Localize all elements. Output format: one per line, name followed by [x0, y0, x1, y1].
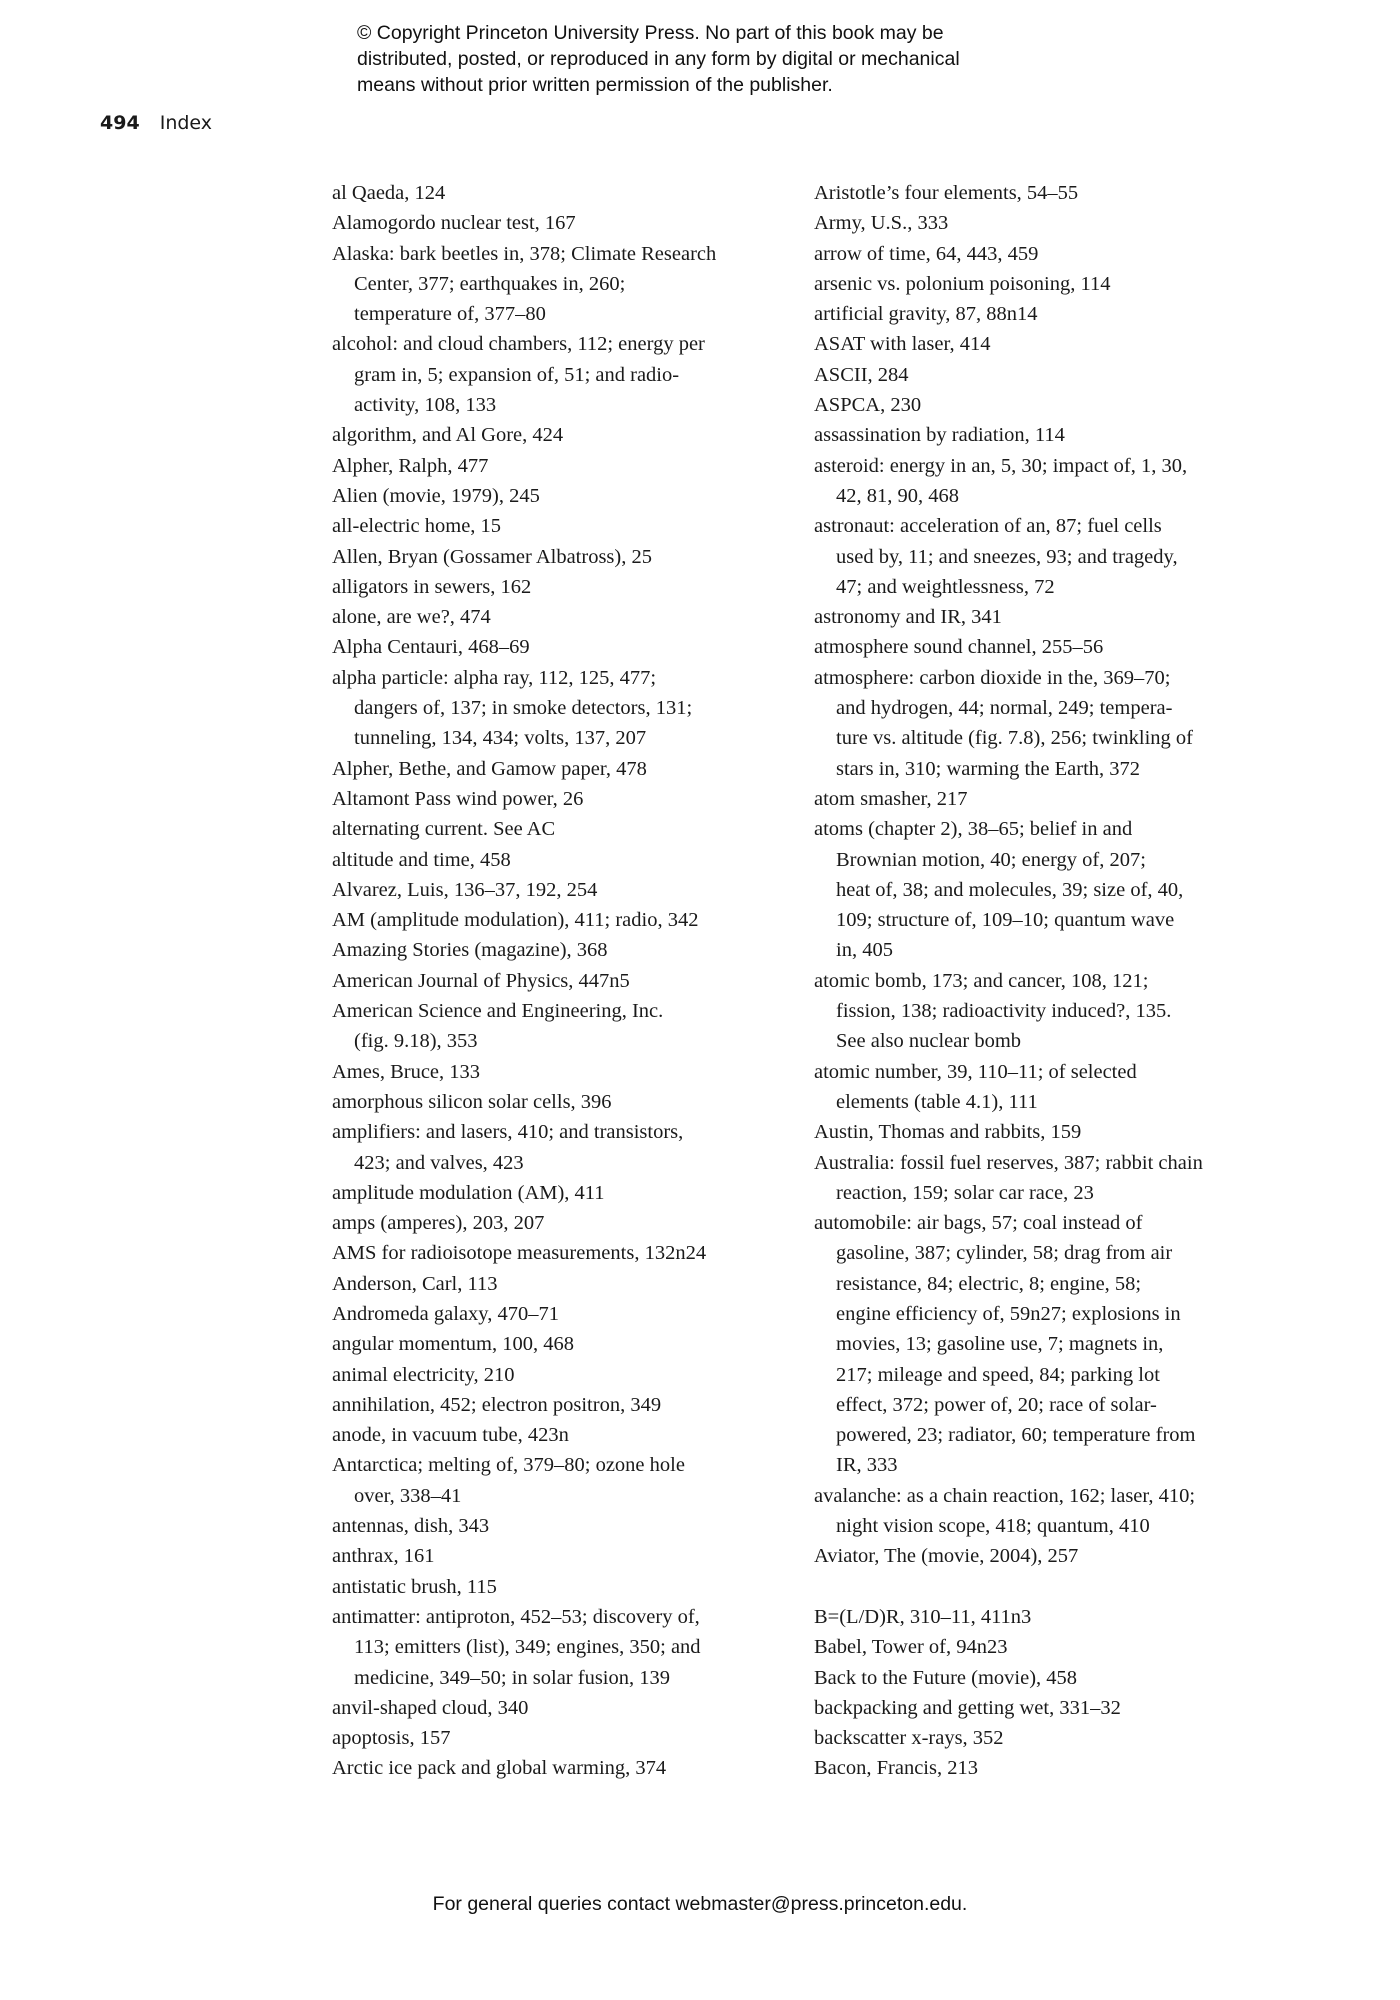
index-line: Amazing Stories (magazine), 368	[332, 939, 608, 962]
copyright-line: means without prior written permission of the publisher.	[357, 74, 833, 96]
index-line: ASCII, 284	[814, 363, 909, 386]
index-line: Anderson, Carl, 113	[332, 1272, 498, 1295]
index-line: used by, 11; and sneezes, 93; and tragedy,	[836, 545, 1178, 568]
index-line: astronomy and IR, 341	[814, 606, 1002, 629]
index-line: antennas, dish, 343	[332, 1515, 490, 1538]
index-line: anvil-shaped cloud, 340	[332, 1696, 529, 1719]
index-line: night vision scope, 418; quantum, 410	[836, 1515, 1150, 1538]
index-line: atmosphere: carbon dioxide in the, 369–70;	[814, 666, 1171, 689]
index-line: dangers of, 137; in smoke detectors, 131;	[354, 697, 693, 720]
index-line: Ames, Bruce, 133	[332, 1060, 481, 1083]
index-line: atmosphere sound channel, 255–56	[814, 636, 1104, 659]
index-line: antimatter: antiproton, 452–53; discovery of,	[332, 1605, 700, 1628]
index-line: heat of, 38; and molecules, 39; size of, 40,	[836, 878, 1184, 901]
index-line: annihilation, 452; electron positron, 349	[332, 1393, 662, 1416]
index-line: amplitude modulation (AM), 411	[332, 1181, 605, 1204]
index-line: gasoline, 387; cylinder, 58; drag from air	[836, 1242, 1173, 1265]
index-line: Aviator, The (movie, 2004), 257	[814, 1545, 1079, 1568]
index-line: Back to the Future (movie), 458	[814, 1666, 1078, 1689]
index-line: Austin, Thomas and rabbits, 159	[814, 1121, 1082, 1144]
index-line: amps (amperes), 203, 207	[332, 1212, 545, 1235]
index-line: 42, 81, 90, 468	[836, 484, 959, 507]
index-line: Brownian motion, 40; energy of, 207;	[836, 848, 1146, 871]
index-line: ASPCA, 230	[814, 394, 922, 417]
index-line: apoptosis, 157	[332, 1727, 451, 1750]
index-line: resistance, 84; electric, 8; engine, 58;	[836, 1272, 1142, 1295]
index-line: alternating current. See AC	[332, 818, 556, 841]
index-line: arsenic vs. polonium poisoning, 114	[814, 272, 1111, 295]
index-line: arrow of time, 64, 443, 459	[814, 242, 1039, 265]
index-line: in, 405	[836, 939, 893, 962]
index-line: AMS for radioisotope measurements, 132n24	[332, 1242, 707, 1265]
index-line: avalanche: as a chain reaction, 162; laser, 410;	[814, 1484, 1196, 1507]
index-line: ASAT with laser, 414	[814, 333, 991, 356]
index-line: 423; and valves, 423	[354, 1151, 524, 1174]
index-line: fission, 138; radioactivity induced?, 135.	[836, 1000, 1172, 1023]
index-line: ture vs. altitude (fig. 7.8), 256; twinkling of	[836, 727, 1193, 750]
index-line: al Qaeda, 124	[332, 182, 446, 204]
copyright-line: © Copyright Princeton University Press. No part of this book may be	[357, 22, 944, 44]
index-line: assassination by radiation, 114	[814, 424, 1065, 447]
index-line: elements (table 4.1), 111	[836, 1090, 1038, 1113]
index-line: backpacking and getting wet, 331–32	[814, 1696, 1121, 1719]
index-line: over, 338–41	[354, 1484, 462, 1507]
index-line: Aristotle’s four elements, 54–55	[814, 182, 1079, 204]
index-line: powered, 23; radiator, 60; temperature from	[836, 1424, 1196, 1447]
index-line: 109; structure of, 109–10; quantum wave	[836, 909, 1175, 932]
index-line: alcohol: and cloud chambers, 112; energy per	[332, 333, 705, 356]
index-line: American Journal of Physics, 447n5	[332, 969, 630, 992]
index-line: Center, 377; earthquakes in, 260;	[354, 272, 626, 295]
section-title: Index	[159, 112, 213, 134]
index-line: Australia: fossil fuel reserves, 387; rabbit chain	[814, 1151, 1203, 1174]
index-line: 113; emitters (list), 349; engines, 350; and	[354, 1636, 701, 1659]
index-line: Antarctica; melting of, 379–80; ozone hole	[332, 1454, 685, 1477]
index-line: atomic bomb, 173; and cancer, 108, 121;	[814, 969, 1149, 992]
index-line: asteroid: energy in an, 5, 30; impact of, 1, 30,	[814, 454, 1188, 477]
index-line: stars in, 310; warming the Earth, 372	[836, 757, 1141, 780]
index-line: Allen, Bryan (Gossamer Albatross), 25	[332, 545, 652, 568]
index-line: engine efficiency of, 59n27; explosions in	[836, 1302, 1181, 1325]
index-line: temperature of, 377–80	[354, 303, 546, 326]
copyright-notice	[357, 20, 1097, 98]
index-line: Alvarez, Luis, 136–37, 192, 254	[332, 878, 598, 901]
index-line: tunneling, 134, 434; volts, 137, 207	[354, 727, 647, 750]
index-line: medicine, 349–50; in solar fusion, 139	[354, 1666, 670, 1689]
running-head	[100, 112, 212, 134]
index-line: Alpha Centauri, 468–69	[332, 636, 530, 659]
index-line: IR, 333	[836, 1454, 898, 1477]
index-line: Alien (movie, 1979), 245	[332, 484, 540, 507]
index-line: anthrax, 161	[332, 1545, 435, 1568]
index-line: Andromeda galaxy, 470–71	[332, 1302, 559, 1325]
index-line: Bacon, Francis, 213	[814, 1757, 978, 1780]
index-line: antistatic brush, 115	[332, 1575, 497, 1598]
index-line: algorithm, and Al Gore, 424	[332, 424, 564, 447]
index-line: atoms (chapter 2), 38–65; belief in and	[814, 818, 1133, 841]
index-line: 47; and weightlessness, 72	[836, 575, 1055, 598]
index-line: Alpher, Bethe, and Gamow paper, 478	[332, 757, 647, 780]
index-line: 217; mileage and speed, 84; parking lot	[836, 1363, 1160, 1386]
index-line: Alamogordo nuclear test, 167	[332, 212, 576, 235]
footer-contact: For general queries contact webmaster@press.princeton.edu.	[432, 1893, 968, 1915]
index-line: alone, are we?, 474	[332, 606, 491, 629]
index-line: altitude and time, 458	[332, 848, 511, 871]
page-number: 494	[100, 112, 140, 134]
index-line: artificial gravity, 87, 88n14	[814, 303, 1038, 326]
index-line: alligators in sewers, 162	[332, 575, 532, 598]
index-line: Army, U.S., 333	[814, 212, 949, 235]
index-line: alpha particle: alpha ray, 112, 125, 477;	[332, 666, 657, 689]
index-line: anode, in vacuum tube, 423n	[332, 1424, 569, 1447]
copyright-line: distributed, posted, or reproduced in any form by digital or mechanical	[357, 48, 960, 70]
index-line: Alaska: bark beetles in, 378; Climate Research	[332, 242, 717, 265]
index-line: amplifiers: and lasers, 410; and transistors,	[332, 1121, 684, 1144]
index-column-left	[332, 178, 792, 1784]
index-line: (fig. 9.18), 353	[354, 1030, 478, 1053]
index-line: animal electricity, 210	[332, 1363, 515, 1386]
index-line: Altamont Pass wind power, 26	[332, 787, 584, 810]
index-line: Babel, Tower of, 94n23	[814, 1636, 1008, 1659]
index-line: AM (amplitude modulation), 411; radio, 342	[332, 909, 699, 932]
index-line: atomic number, 39, 110–11; of selected	[814, 1060, 1137, 1083]
index-line: amorphous silicon solar cells, 396	[332, 1090, 612, 1113]
index-line: American Science and Engineering, Inc.	[332, 1000, 664, 1023]
index-line: movies, 13; gasoline use, 7; magnets in,	[836, 1333, 1164, 1356]
index-line: all-electric home, 15	[332, 515, 502, 538]
index-line: astronaut: acceleration of an, 87; fuel cells	[814, 515, 1162, 538]
index-line: activity, 108, 133	[354, 394, 497, 417]
index-line: Arctic ice pack and global warming, 374	[332, 1757, 667, 1780]
index-line: atom smasher, 217	[814, 787, 968, 810]
index-line: reaction, 159; solar car race, 23	[836, 1181, 1094, 1204]
index-line: effect, 372; power of, 20; race of solar-	[836, 1393, 1157, 1416]
index-line: angular momentum, 100, 468	[332, 1333, 574, 1356]
index-line: See also nuclear bomb	[836, 1030, 1022, 1053]
index-line: automobile: air bags, 57; coal instead of	[814, 1212, 1143, 1235]
index-line: gram in, 5; expansion of, 51; and radio-	[354, 363, 680, 386]
index-line: and hydrogen, 44; normal, 249; tempera-	[836, 697, 1173, 720]
index-line: B=(L/D)R, 310–11, 411n3	[814, 1605, 1032, 1628]
index-line: Alpher, Ralph, 477	[332, 454, 489, 477]
index-column-right	[814, 178, 1284, 1784]
index-line: backscatter x-rays, 352	[814, 1727, 1004, 1750]
